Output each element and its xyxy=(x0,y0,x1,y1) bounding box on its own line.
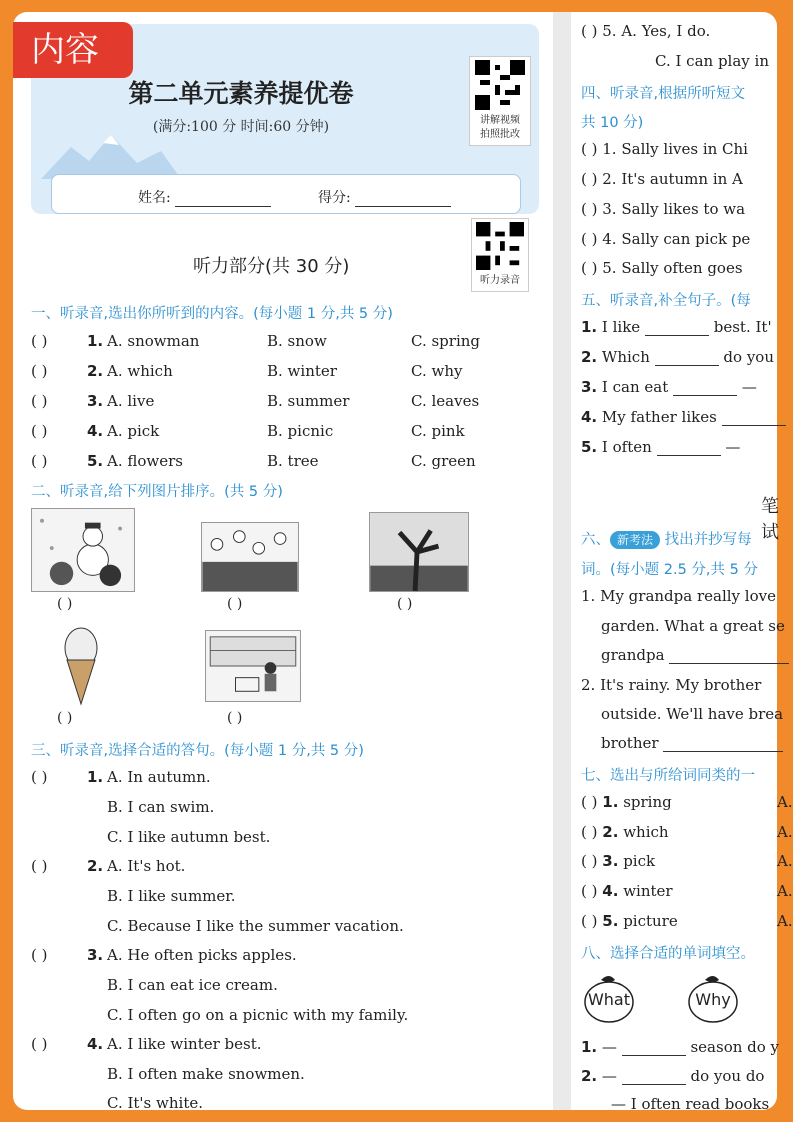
apple-word: What xyxy=(587,990,631,1009)
question-number: 1. xyxy=(581,318,598,336)
sec8-q1 xyxy=(581,1038,779,1056)
section-5-title: 五、听录音,补全句子。(每 xyxy=(581,293,751,309)
option-c: C. green xyxy=(411,452,476,470)
sentence-end: best. It' xyxy=(713,318,772,336)
exam-subtitle: (满分:100 分 时间:60 分钟) xyxy=(152,119,330,135)
fill-blank[interactable] xyxy=(645,322,709,336)
sentence-start: Which xyxy=(601,348,650,366)
section-6-subtitle: 词。(每小题 2.5 分,共 5 分 xyxy=(581,562,758,578)
picture-paren-3[interactable]: ( ) xyxy=(397,596,413,612)
option-a: A. live xyxy=(107,392,155,410)
fill-blank[interactable] xyxy=(722,412,786,426)
sec7-row-2 xyxy=(581,823,793,841)
option-a: A. snowman xyxy=(107,332,200,350)
sentence-end: do you xyxy=(723,348,774,366)
score-label: 得分: xyxy=(318,190,351,206)
option-a: A. xyxy=(777,823,793,841)
sec7-row-3 xyxy=(581,852,793,870)
picture-paren-4[interactable]: ( ) xyxy=(57,710,73,726)
written-section-title: 笔试 xyxy=(761,496,779,543)
section-6-text: 找出并抄写每 xyxy=(664,532,752,548)
question-number: 2. xyxy=(602,823,619,841)
sentence-start: I can eat xyxy=(601,378,669,396)
answer-paren[interactable]: ( ) xyxy=(581,793,598,811)
statement: 2. It's autumn in A xyxy=(602,170,743,188)
name-label: 姓名: xyxy=(138,190,171,206)
qr-label-line2: 拍照批改 xyxy=(480,129,520,140)
answer-paren[interactable]: ( ) xyxy=(581,259,598,277)
qr-code-icon xyxy=(473,60,527,110)
dash: — xyxy=(601,1038,617,1056)
option-a: A. xyxy=(777,912,793,930)
answer-paren[interactable]: ( ) xyxy=(581,200,598,218)
fill-blank[interactable] xyxy=(655,352,719,366)
exam-title: 第二单元素养提优卷 xyxy=(128,79,354,108)
sec6-q1-line2: garden. What a great se xyxy=(601,617,785,635)
sec5-row-2 xyxy=(581,348,774,366)
sec5-row-3 xyxy=(581,378,757,396)
question-number: 3. xyxy=(87,946,104,964)
sec8-q2-answer: — I often read books xyxy=(611,1095,770,1113)
answer-paren[interactable]: ( ) xyxy=(581,140,598,158)
right-column xyxy=(571,12,793,1113)
question-number: 4. xyxy=(602,882,619,900)
shopping-picture xyxy=(205,630,301,702)
score-field[interactable] xyxy=(318,187,451,207)
question-number: 2. xyxy=(581,348,598,366)
question-number: 5. xyxy=(602,912,619,930)
question-number: 1. xyxy=(87,768,104,786)
snowman-picture xyxy=(31,508,135,592)
question-number: 5. xyxy=(581,438,598,456)
picture-paren-2[interactable]: ( ) xyxy=(227,596,243,612)
option-c: C. Because I like the summer vacation. xyxy=(107,917,404,935)
given-word: picture xyxy=(623,912,678,930)
picture-paren-1[interactable]: ( ) xyxy=(57,596,73,612)
fill-blank[interactable] xyxy=(673,382,737,396)
statement: 5. Sally often goes xyxy=(602,259,743,277)
question-number: 1. xyxy=(581,1038,598,1056)
page xyxy=(13,12,793,1113)
option-a: A. which xyxy=(107,362,173,380)
sentence-start: I often xyxy=(601,438,652,456)
section-4-title: 四、听录音,根据所听短文 xyxy=(581,86,746,102)
option-c: C. It's white. xyxy=(107,1094,203,1112)
answer-paren[interactable]: ( ) xyxy=(31,422,48,440)
section-4-subtitle: 共 10 分) xyxy=(581,115,644,131)
option-b: B. tree xyxy=(267,452,319,470)
sentence-end: do you do xyxy=(690,1067,765,1085)
option-c: C. pink xyxy=(411,422,465,440)
option-a: A. xyxy=(777,852,793,870)
question-number: 5. xyxy=(87,452,104,470)
answer-paren[interactable]: ( ) xyxy=(581,823,598,841)
qr-label: 听力录音 xyxy=(480,275,520,286)
word-apple-why xyxy=(685,972,741,1022)
statement: 1. Sally lives in Chi xyxy=(602,140,748,158)
fill-blank[interactable] xyxy=(622,1071,686,1085)
word-label: brother xyxy=(601,734,659,752)
option-b: B. picnic xyxy=(267,422,334,440)
given-word: winter xyxy=(623,882,673,900)
section-8-title: 八、选择合适的单词填空。 xyxy=(581,946,755,962)
section-2-title: 二、听录音,给下列图片排序。(共 5 分) xyxy=(31,484,283,500)
given-word: which xyxy=(623,823,669,841)
name-field[interactable] xyxy=(138,187,271,207)
given-word: pick xyxy=(623,852,656,870)
answer-paren[interactable]: ( ) xyxy=(581,852,598,870)
mountain-decoration xyxy=(41,129,181,179)
option-a: A. flowers xyxy=(107,452,183,470)
sec5-row-4 xyxy=(581,408,786,426)
sec6-q2-line2: outside. We'll have brea xyxy=(601,705,784,723)
section-3-title: 三、听录音,选择合适的答句。(每小题 1 分,共 5 分) xyxy=(31,743,364,759)
picture-paren-5[interactable]: ( ) xyxy=(227,710,243,726)
question-number: 3. xyxy=(602,852,619,870)
sec6-q1-line3 xyxy=(601,646,789,664)
sec6-q2-line3 xyxy=(601,734,783,752)
answer-paren[interactable]: ( ) xyxy=(31,392,48,410)
fill-blank[interactable] xyxy=(657,442,721,456)
fill-blank[interactable] xyxy=(663,738,783,752)
option-a: A. I like winter best. xyxy=(107,1035,262,1053)
answer-paren[interactable]: ( ) xyxy=(31,946,48,964)
option-b: B. summer xyxy=(267,392,350,410)
sec4-row-1 xyxy=(581,140,748,158)
sec5-row-5 xyxy=(581,438,740,456)
sentence-end: — xyxy=(725,438,741,456)
sentence-start: My father likes xyxy=(601,408,717,426)
option-b: B. snow xyxy=(267,332,327,350)
sec3-q5-line1: ( ) 5. A. Yes, I do. xyxy=(581,22,711,40)
listening-title: 听力部分(共 30 分) xyxy=(193,256,350,277)
left-column xyxy=(13,12,543,1110)
option-b: B. I can swim. xyxy=(107,798,215,816)
dash: — xyxy=(601,1067,617,1085)
question-number: 4. xyxy=(581,408,598,426)
sec4-row-3 xyxy=(581,200,745,218)
option-c: C. spring xyxy=(411,332,481,350)
question-number: 2. xyxy=(87,362,104,380)
sec4-row-4 xyxy=(581,230,750,248)
answer-paren[interactable]: ( ) xyxy=(581,912,598,930)
fill-blank[interactable] xyxy=(622,1042,686,1056)
sec5-row-1 xyxy=(581,318,772,336)
option-c: C. I often go on a picnic with my family. xyxy=(107,1006,409,1024)
sec6-q2-line1: 2. It's rainy. My brother xyxy=(581,676,762,694)
answer-paren[interactable]: ( ) xyxy=(31,332,48,350)
section-6-title xyxy=(581,528,752,549)
section-1-title: 一、听录音,选出你所听到的内容。(每小题 1 分,共 5 分) xyxy=(31,306,393,322)
qr-code-icon xyxy=(475,222,525,270)
option-b: B. I often make snowmen. xyxy=(107,1065,305,1083)
fill-blank[interactable] xyxy=(669,650,789,664)
option-a: A. It's hot. xyxy=(107,857,186,875)
word-apple-what xyxy=(581,972,637,1022)
question-number: 4. xyxy=(87,422,104,440)
sec3-q5-line2: C. I can play in xyxy=(655,52,769,70)
sentence-end: season do y xyxy=(690,1038,780,1056)
answer-paren[interactable]: ( ) xyxy=(581,170,598,188)
statement: 4. Sally can pick pe xyxy=(602,230,751,248)
option-b: B. I like summer. xyxy=(107,887,236,905)
option-b: B. I can eat ice cream. xyxy=(107,976,278,994)
question-number: 1. xyxy=(87,332,104,350)
question-number: 2. xyxy=(87,857,104,875)
question-number: 2. xyxy=(581,1067,598,1085)
section-6-prefix: 六、 xyxy=(581,532,610,548)
option-a: A. He often picks apples. xyxy=(107,946,297,964)
question-number: 3. xyxy=(581,378,598,396)
name-score-box xyxy=(51,174,521,214)
autumn-tree-picture xyxy=(369,512,469,592)
sentence-start: I like xyxy=(601,318,641,336)
answer-paren[interactable]: ( ) xyxy=(581,882,598,900)
option-a: A. xyxy=(777,793,793,811)
sec8-q2 xyxy=(581,1067,764,1085)
word-label: grandpa xyxy=(601,646,665,664)
section-7-title: 七、选出与所给词同类的一 xyxy=(581,768,755,784)
sec7-row-1 xyxy=(581,793,793,811)
given-word: spring xyxy=(623,793,672,811)
apple-word: Why xyxy=(695,990,731,1009)
audio-qr-code[interactable] xyxy=(471,218,529,292)
answer-paren[interactable]: ( ) xyxy=(31,362,48,380)
option-a: A. In autumn. xyxy=(107,768,211,786)
option-c: C. I like autumn best. xyxy=(107,828,271,846)
option-c: C. leaves xyxy=(411,392,480,410)
sec7-row-4 xyxy=(581,882,793,900)
sec6-q1-line1: 1. My grandpa really love xyxy=(581,587,776,605)
qr-label-line1: 讲解视频 xyxy=(480,115,520,126)
sec4-row-5 xyxy=(581,259,743,277)
option-b: B. winter xyxy=(267,362,337,380)
flowers-picture xyxy=(201,522,299,592)
sec4-row-2 xyxy=(581,170,743,188)
new-method-tag: 新考法 xyxy=(610,531,660,549)
statement: 3. Sally likes to wa xyxy=(602,200,746,218)
sec7-row-5 xyxy=(581,912,793,930)
ice-cream-picture xyxy=(59,626,103,706)
question-number: 1. xyxy=(602,793,619,811)
option-c: C. why xyxy=(411,362,463,380)
question-number: 4. xyxy=(87,1035,104,1053)
answer-paren[interactable]: ( ) xyxy=(31,857,48,875)
option-a: A. xyxy=(777,882,793,900)
answer-paren[interactable]: ( ) xyxy=(581,230,598,248)
answer-paren[interactable]: ( ) xyxy=(31,452,48,470)
answer-paren[interactable]: ( ) xyxy=(31,768,48,786)
answer-paren[interactable]: ( ) xyxy=(31,1035,48,1053)
content-badge: 内容 xyxy=(13,22,133,78)
sentence-end: — xyxy=(741,378,757,396)
page-gutter xyxy=(553,12,571,1110)
option-a: A. pick xyxy=(107,422,160,440)
question-number: 3. xyxy=(87,392,104,410)
video-qr-code[interactable] xyxy=(469,56,531,146)
